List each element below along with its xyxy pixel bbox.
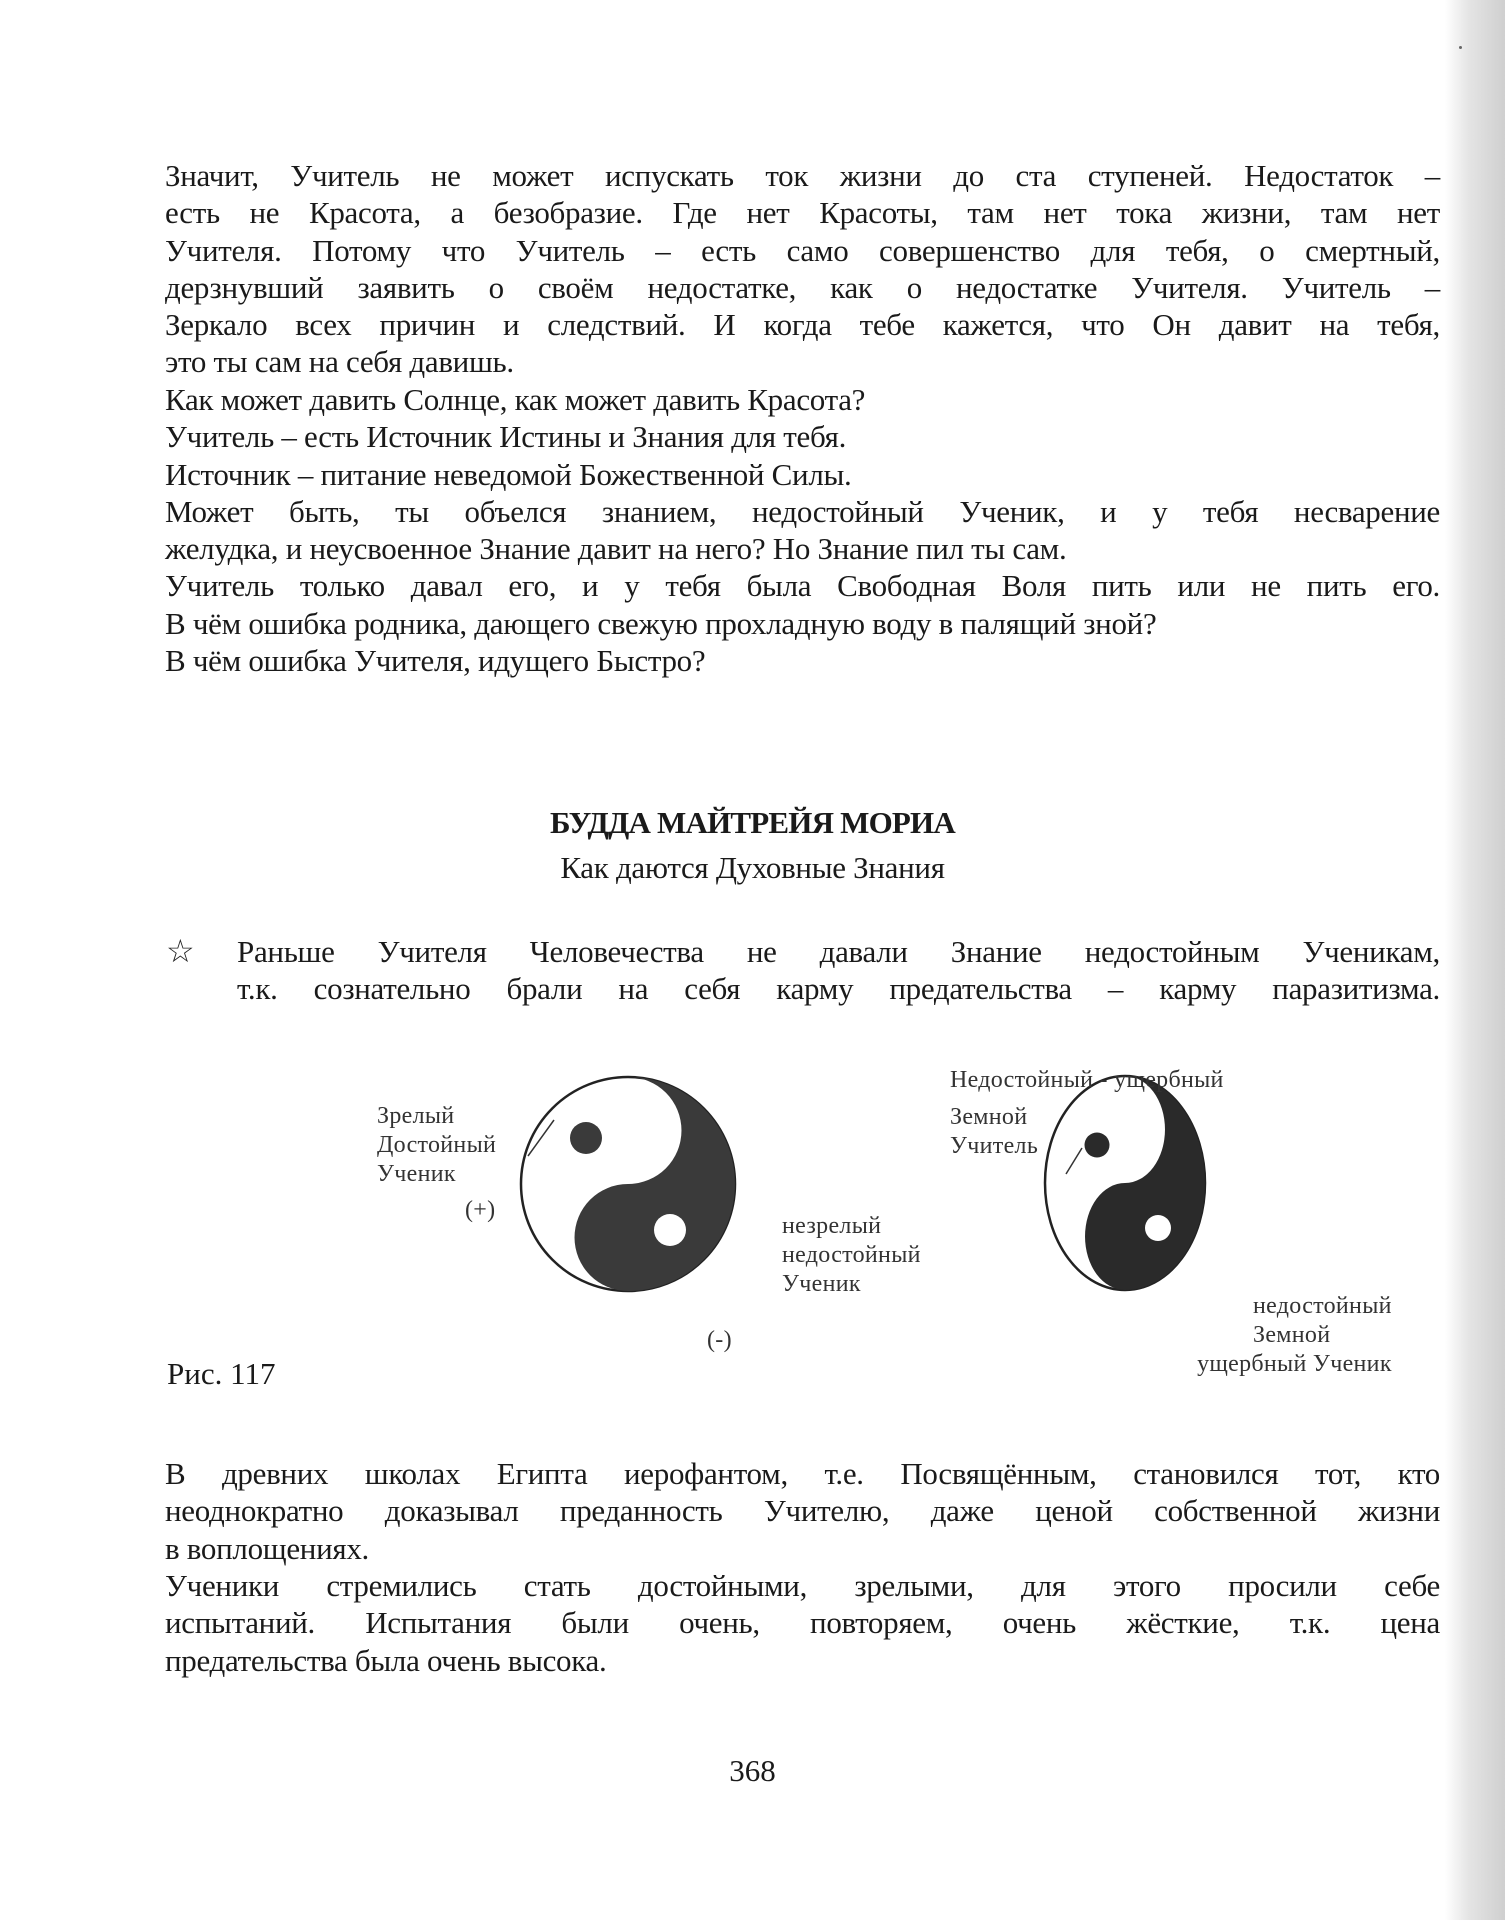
scan-speck <box>1459 46 1462 49</box>
text-line: Раньше Учителя Человечества не давали Знание недостойным Ученикам, <box>237 934 1440 969</box>
paragraph-intro <box>165 157 1440 381</box>
text-line: Как может давить Солнце, как может давить Красота? <box>165 382 866 417</box>
yin-yang-ellipse-icon <box>1044 1074 1206 1292</box>
text-line: В чём ошибка родника, дающего свежую прохладную воду в палящий зной? <box>165 605 1157 641</box>
text-line: предательства была очень высока. <box>165 1642 607 1678</box>
text-line: Зеркало всех причин и следствий. И когда тебе кажется, что Он давит на тебя, <box>165 307 1440 343</box>
page-binding-shadow <box>1445 0 1505 1920</box>
minus-sign: (-) <box>707 1327 732 1353</box>
plus-sign: (+) <box>465 1197 496 1223</box>
star-bullet-icon: ☆ <box>166 933 195 969</box>
text-line: В древних школах Египта иерофантом, т.е. Посвящённым, становился тот, кто <box>165 1456 1440 1491</box>
page-number: 368 <box>729 1753 776 1788</box>
label-pointer-line <box>1066 1146 1086 1176</box>
label-immature-unworthy-student: незрелый недостойный Ученик <box>782 1213 921 1297</box>
label-unworthy-earthly-student: недостойный Земной ущербный Ученик <box>1197 1293 1392 1377</box>
paragraph-egypt <box>165 1455 1440 1567</box>
paragraph-trials <box>165 1567 1440 1679</box>
yin-yang-icon <box>519 1075 737 1293</box>
text-line: Учителя. Потому что Учитель – есть само совершенство для тебя, о смертный, <box>165 232 1440 268</box>
paragraph-questions <box>165 381 1440 679</box>
text-line: неоднократно доказывал преданность Учителю, даже ценой собственной жизни <box>165 1493 1440 1529</box>
text-line: это ты сам на себя давишь. <box>165 344 514 380</box>
text-line: Значит, Учитель не может испускать ток жизни до ста ступеней. Недостаток – <box>165 158 1440 193</box>
label-mature-worthy-student: Зрелый Достойный Ученик <box>377 1103 497 1187</box>
text-line: В чём ошибка Учителя, идущего Быстро? <box>165 643 706 679</box>
figure-caption: Рис. 117 <box>167 1356 276 1391</box>
label-pointer-line <box>528 1118 558 1158</box>
text-line: Учитель – есть Источник Истины и Знания для тебя. <box>165 419 847 455</box>
label-earthly-teacher: Земной Учитель <box>950 1104 1039 1159</box>
text-line: в воплощениях. <box>165 1530 369 1566</box>
bullet-paragraph <box>237 933 1440 1008</box>
text-line: желудка, и неусвоенное Знание давит на него? Но Знание пил ты сам. <box>165 531 1067 567</box>
text-line: Ученики стремились стать достойными, зрелыми, для этого просили себе <box>165 1568 1440 1603</box>
label-unworthy-deficient: Недостойный - ущербный <box>950 1067 1224 1093</box>
text-line: дерзнувший заявить о своём недостатке, как о недостатке Учителя. Учитель – <box>165 269 1440 305</box>
section-subheading: Как даются Духовные Знания <box>560 850 945 885</box>
text-line: испытаний. Испытания были очень, повторяем, очень жёсткие, т.к. цена <box>165 1605 1440 1641</box>
text-line: Может быть, ты объелся знанием, недостойный Ученик, и у тебя несварение <box>165 493 1440 529</box>
text-line: Учитель только давал его, и у тебя была Свободная Воля пить или не пить его. <box>165 568 1440 604</box>
text-line: Источник – питание неведомой Божественной Силы. <box>165 456 852 492</box>
section-heading: БУДДА МАЙТРЕЙЯ МОРИА <box>550 805 955 840</box>
text-line: есть не Красота, а безобразие. Где нет Красоты, там нет тока жизни, там нет <box>165 195 1440 231</box>
text-line: т.к. сознательно брали на себя карму предательства – карму паразитизма. <box>237 971 1440 1007</box>
